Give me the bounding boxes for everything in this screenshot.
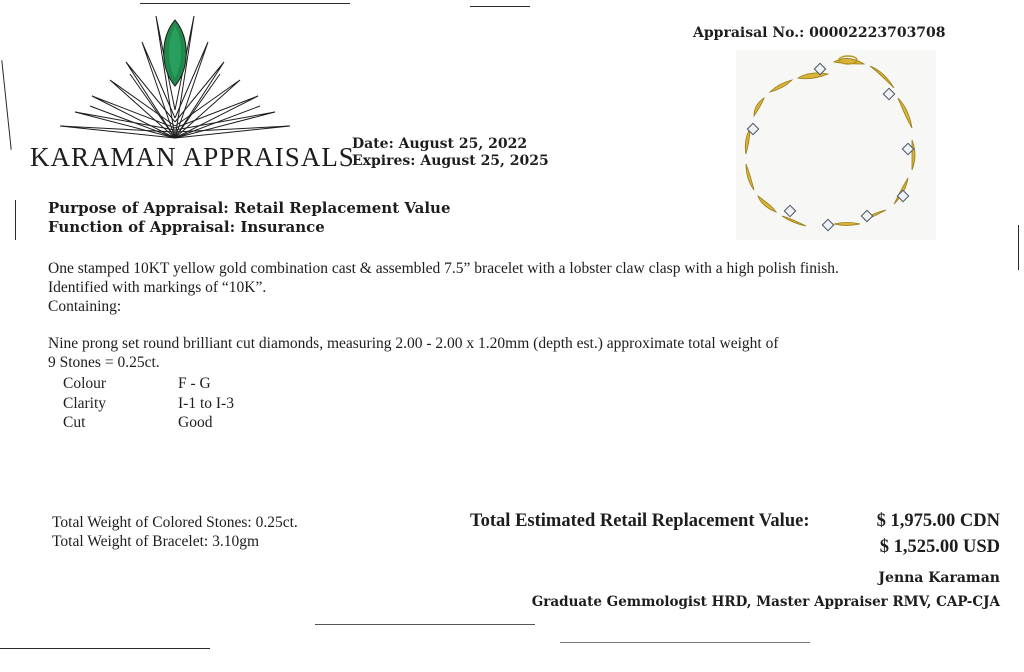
scan-edge-left [1, 60, 11, 150]
colored-stones-weight: Total Weight of Colored Stones: 0.25ct. [52, 514, 298, 531]
bracelet-image-icon [736, 50, 936, 240]
stones-line: Nine prong set round brilliant cut diamonds, measuring 2.00 - 2.00 x 1.20mm (depth est.) approximate total weight of [48, 335, 779, 352]
spec-label: Colour [63, 375, 107, 392]
scan-edge-left-lower [15, 200, 16, 240]
item-description [48, 259, 948, 316]
scan-edge-top-right [470, 6, 530, 7]
bracelet-weight: Total Weight of Bracelet: 3.10gm [52, 533, 260, 550]
scan-edge-top [140, 3, 350, 4]
spec-value: I-1 to I-3 [178, 394, 234, 412]
appraisal-number: Appraisal No.: 00002223703708 [693, 25, 946, 41]
description-line: Containing: [48, 298, 122, 315]
description-line: Identified with markings of “10K”. [48, 279, 267, 296]
spec-value: F - G [178, 375, 211, 392]
scan-edge-right [1018, 225, 1019, 270]
stones-description [48, 334, 928, 372]
scan-edge-bottom [0, 648, 210, 649]
replacement-value-label: Total Estimated Retail Replacement Value: [470, 511, 810, 531]
company-name: KARAMAN APPRAISALS [30, 142, 355, 172]
appraiser-name: Jenna Karaman [878, 570, 1000, 586]
weight-totals [52, 513, 298, 551]
diamond-specs-table [63, 374, 234, 433]
spec-row [63, 413, 234, 433]
appraisal-dates [352, 136, 549, 170]
scan-edge-bottom-right [560, 642, 810, 643]
spec-label: Clarity [63, 394, 107, 412]
appraiser-credentials: Graduate Gemmologist HRD, Master Appraiser RMV, CAP-CJA [531, 594, 1000, 610]
spec-row [63, 374, 234, 394]
description-line: One stamped 10KT yellow gold combination cast & assembled 7.5” bracelet with a lobster claw clasp with a high polish finish. [48, 260, 839, 277]
scan-edge-bottom-mid [315, 624, 535, 625]
stones-line: 9 Stones = 0.25ct. [48, 354, 160, 371]
spec-row [63, 394, 234, 414]
appraisal-date: Date: August 25, 2022 [352, 136, 528, 152]
spec-value: Good [178, 414, 213, 431]
function-line: Function of Appraisal: Insurance [48, 218, 325, 236]
logo-mark-icon [30, 10, 330, 150]
expiry-date: Expires: August 25, 2025 [352, 153, 549, 169]
replacement-value-usd: $ 1,525.00 USD [879, 537, 1000, 557]
spec-label: Cut [63, 414, 86, 431]
bracelet-photo [736, 50, 936, 240]
purpose-line: Purpose of Appraisal: Retail Replacement Value [48, 199, 451, 217]
replacement-value-cdn: $ 1,975.00 CDN [876, 511, 1000, 531]
purpose-section [48, 199, 451, 237]
